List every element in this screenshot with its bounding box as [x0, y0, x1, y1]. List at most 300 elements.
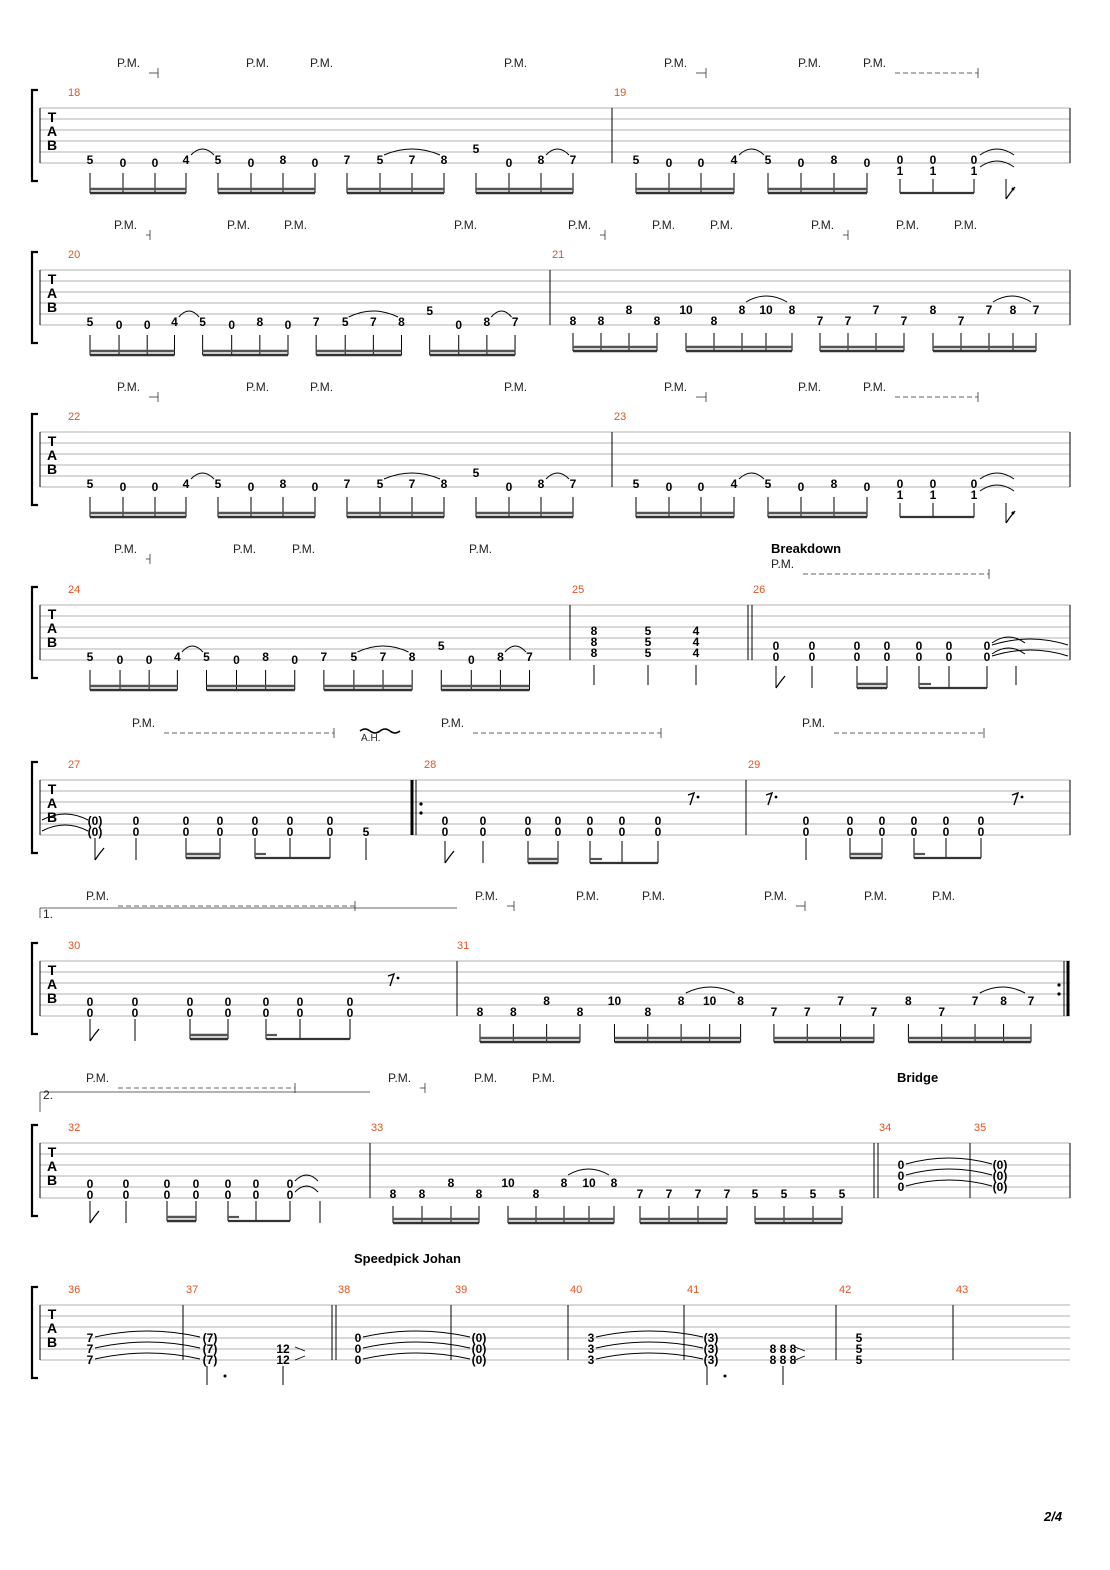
fret-number: 7 [1027, 994, 1035, 1008]
repeat-dot [419, 811, 422, 814]
fret-number: 0 [186, 995, 194, 1009]
fret-number: 1 [970, 488, 978, 502]
fret-number: 0 [86, 1188, 94, 1202]
measure-number: 23 [614, 411, 627, 423]
fret-number: 7 [1032, 303, 1040, 317]
fret-number: 0 [929, 477, 937, 491]
fret-number: 0 [182, 825, 190, 839]
fret-number: 10 [759, 303, 773, 317]
palm-mute-label: P.M. [568, 218, 592, 232]
fret-number: 0 [311, 480, 319, 494]
tie [95, 1331, 200, 1337]
tab-clef-letter: T [47, 781, 57, 797]
system-bracket [32, 943, 38, 1034]
palm-mute-label: P.M. [454, 218, 478, 232]
fret-number: 5 [855, 1331, 863, 1345]
fret-number: 7 [870, 1005, 878, 1019]
fret-number: 0 [182, 814, 190, 828]
fret-number: 8 [710, 314, 718, 328]
measure-number: 37 [186, 1284, 199, 1296]
fret-number: 0 [479, 814, 487, 828]
tie [568, 1169, 609, 1175]
fret-number: 0 [697, 480, 705, 494]
fret-number: 5 [199, 315, 206, 329]
fret-number: 0 [878, 814, 886, 828]
fret-number: 0 [132, 814, 140, 828]
fret-number: 0 [896, 153, 904, 167]
palm-mute-label: P.M. [864, 889, 888, 903]
palm-mute-label: P.M. [86, 889, 110, 903]
tab-clef-letter: A [46, 1158, 58, 1174]
fret-number: 5 [764, 153, 772, 167]
fret-number: 7 [694, 1187, 702, 1201]
fret-number: 0 [151, 480, 159, 494]
system-bracket [32, 252, 38, 343]
fret-number: 5 [809, 1187, 817, 1201]
tab-clef-letter: T [47, 1306, 57, 1322]
fret-number: 0 [808, 650, 816, 664]
fret-number: 7 [803, 1005, 811, 1019]
fret-number: 0 [286, 1177, 294, 1191]
note-flag [90, 1211, 99, 1223]
fret-number: 5 [472, 466, 480, 480]
fret-number: 8 [1009, 303, 1017, 317]
fret-number: 3 [587, 1353, 595, 1367]
fret-number: 5 [780, 1187, 788, 1201]
fret-number: 0 [311, 156, 319, 170]
fret-number: 8 [610, 1176, 618, 1190]
palm-mute-label: P.M. [896, 218, 920, 232]
fret-number: 0 [284, 318, 292, 332]
fret-number: (3) [703, 1342, 719, 1356]
fret-number: 0 [326, 814, 334, 828]
fret-number: 7 [957, 314, 965, 328]
fret-number: 0 [216, 814, 224, 828]
fret-number: 4 [730, 153, 738, 167]
fret-number: 0 [846, 814, 854, 828]
fret-number: 5 [644, 624, 652, 638]
fret-number: 0 [910, 814, 918, 828]
slide [795, 1356, 805, 1360]
fret-number: (7) [202, 1331, 218, 1345]
fret-number: 5 [376, 477, 384, 491]
fret-number: 0 [945, 650, 953, 664]
fret-number: 8 [279, 477, 287, 491]
fret-number: 7 [370, 315, 377, 329]
fret-number: 10 [501, 1176, 515, 1190]
fret-number: 5 [838, 1187, 846, 1201]
fret-number: 0 [346, 1006, 354, 1020]
palm-mute-label: P.M. [310, 56, 334, 70]
tie [363, 1331, 470, 1337]
palm-mute-label: P.M. [227, 218, 251, 232]
palm-mute-label: P.M. [504, 380, 528, 394]
palm-mute-label: P.M. [474, 1071, 498, 1085]
fret-number: 0 [697, 156, 705, 170]
fret-number: 8 [537, 477, 545, 491]
palm-mute-label: P.M. [117, 380, 141, 394]
tab-clef-letter: A [46, 976, 58, 992]
measure-number: 24 [68, 584, 81, 596]
fret-number: 7 [837, 994, 844, 1008]
fret-number: 5 [86, 477, 94, 491]
tie [980, 485, 1014, 491]
fret-number: 5 [751, 1187, 759, 1201]
fret-number: 1 [929, 164, 937, 178]
fret-number: 3 [587, 1331, 595, 1345]
fret-number: 7 [408, 477, 416, 491]
fret-number: 0 [233, 653, 240, 667]
fret-number: 0 [853, 639, 861, 653]
eighth-rest [766, 793, 772, 805]
fret-number: 8 [398, 315, 405, 329]
page-number: 2/4 [1044, 1509, 1063, 1524]
fret-number: 0 [131, 1006, 139, 1020]
tie [596, 1342, 703, 1348]
fret-number: 8 [440, 153, 448, 167]
fret-number: 8 [597, 314, 605, 328]
measure-number: 30 [68, 940, 81, 952]
fret-number: 0 [247, 156, 255, 170]
palm-mute-label: P.M. [710, 218, 734, 232]
fret-number: 0 [132, 825, 140, 839]
fret-number: 0 [586, 825, 594, 839]
fret-number: 7 [665, 1187, 673, 1201]
fret-number: 1 [896, 488, 904, 502]
fret-number: 8 [788, 303, 796, 317]
tie [992, 650, 1068, 656]
system-bracket [32, 762, 38, 853]
fret-number: 0 [654, 825, 662, 839]
fret-number: 7 [320, 650, 328, 664]
fret-number: 0 [86, 1177, 94, 1191]
fret-number: 0 [915, 650, 923, 664]
tie [686, 987, 735, 993]
palm-mute-label: P.M. [114, 542, 138, 556]
measure-number: 33 [371, 1122, 384, 1134]
fret-number: 0 [654, 814, 662, 828]
fret-number: 0 [897, 1169, 905, 1183]
fret-number: 4 [174, 650, 181, 664]
measure-number: 32 [68, 1122, 81, 1134]
fret-number: 7 [569, 153, 577, 167]
measure-number: 29 [748, 759, 761, 771]
fret-number: 7 [343, 477, 351, 491]
fret-number: 0 [970, 477, 978, 491]
fret-number: 5 [362, 825, 370, 839]
fret-number: 0 [143, 318, 151, 332]
slide [295, 1356, 305, 1360]
system-bracket [32, 414, 38, 505]
fret-number: 0 [772, 650, 780, 664]
fret-number: 0 [354, 1331, 362, 1345]
fret-number: 0 [915, 639, 923, 653]
fret-number: 0 [441, 814, 449, 828]
fret-number: 0 [163, 1188, 171, 1202]
fret-number: (7) [202, 1342, 218, 1356]
tab-clef-letter: B [46, 299, 58, 315]
artificial-harmonic-label: A.H. [361, 733, 381, 744]
fret-number: (0) [87, 814, 103, 828]
fret-number: 0 [224, 1006, 232, 1020]
fret-number: 0 [247, 480, 255, 494]
palm-mute-label: P.M. [771, 557, 795, 571]
palm-mute-label: P.M. [532, 1071, 556, 1085]
fret-number: 7 [900, 314, 908, 328]
fret-number: 0 [586, 814, 594, 828]
palm-mute-label: P.M. [664, 56, 688, 70]
fret-number: 8 [677, 994, 685, 1008]
fret-number: 7 [379, 650, 387, 664]
rest-dot [1021, 796, 1024, 799]
tie [992, 639, 1068, 645]
volta-label-2: 2. [43, 1088, 54, 1102]
fret-number: 0 [216, 825, 224, 839]
tie [746, 296, 787, 302]
fret-number: 10 [607, 994, 622, 1008]
fret-number: 5 [214, 477, 222, 491]
tie [993, 296, 1031, 302]
fret-number: 0 [878, 825, 886, 839]
fret-number: 8 [560, 1176, 568, 1190]
fret-number: 5 [86, 315, 94, 329]
fret-number: 10 [702, 994, 717, 1008]
palm-mute-label: P.M. [233, 542, 257, 556]
measure-number: 28 [424, 759, 437, 771]
fret-number: 4 [171, 315, 178, 329]
fret-number: 0 [151, 156, 159, 170]
fret-number: 0 [119, 156, 127, 170]
fret-number: (0) [87, 825, 103, 839]
fret-number: 0 [296, 1006, 304, 1020]
fret-number: 5 [437, 639, 445, 653]
palm-mute-label: P.M. [642, 889, 666, 903]
palm-mute-label: P.M. [863, 380, 887, 394]
fret-number: 5 [644, 646, 652, 660]
fret-number: 8 [256, 315, 264, 329]
tie [95, 1342, 200, 1348]
rest-dot [397, 977, 400, 980]
fret-number: 8 [929, 303, 937, 317]
tie [906, 1169, 992, 1175]
fret-number: 0 [116, 653, 124, 667]
fret-number: 0 [983, 650, 991, 664]
fret-number: 8 [590, 635, 598, 649]
fret-number: 8 [543, 994, 550, 1008]
fret-number: 0 [846, 825, 854, 839]
fret-number: 0 [326, 825, 334, 839]
palm-mute-label: P.M. [798, 380, 822, 394]
fret-number: (0) [992, 1158, 1008, 1172]
tie [596, 1331, 703, 1337]
fret-number: 7 [511, 315, 519, 329]
fret-number: (0) [471, 1353, 487, 1367]
tab-clef-letter: B [46, 1172, 58, 1188]
tab-clef-letter: T [47, 271, 57, 287]
palm-mute-label: P.M. [310, 380, 334, 394]
fret-number: 5 [644, 635, 652, 649]
measure-number: 20 [68, 249, 81, 261]
palm-mute-label: P.M. [441, 716, 465, 730]
fret-number: 0 [797, 480, 805, 494]
fret-number: 0 [863, 156, 871, 170]
fret-number: 0 [122, 1177, 130, 1191]
volta-label-1: 1. [43, 907, 54, 921]
fret-number: 0 [883, 650, 891, 664]
fret-number: 1 [896, 164, 904, 178]
fret-number: 0 [618, 825, 626, 839]
fret-number: 0 [251, 814, 259, 828]
fret-number: 5 [86, 650, 94, 664]
fret-number: 8 [1000, 994, 1007, 1008]
fret-number: 7 [408, 153, 416, 167]
measure-number: 43 [956, 1284, 969, 1296]
fret-number: 0 [119, 480, 127, 494]
palm-mute-label: P.M. [764, 889, 788, 903]
palm-mute-label: P.M. [469, 542, 493, 556]
fret-number: 5 [203, 650, 210, 664]
fret-number: 7 [526, 650, 533, 664]
tab-clef-letter: A [46, 123, 58, 139]
tie [596, 1353, 703, 1359]
measure-number: 27 [68, 759, 81, 771]
palm-mute-label: P.M. [132, 716, 156, 730]
measure-number: 26 [753, 584, 766, 596]
fret-number: 0 [224, 1177, 232, 1191]
fret-number: 0 [262, 1006, 270, 1020]
fret-number: 5 [855, 1353, 863, 1367]
measure-number: 36 [68, 1284, 81, 1296]
fret-number: 0 [554, 814, 562, 828]
fret-number: 5 [341, 315, 349, 329]
fret-number: 0 [145, 653, 153, 667]
palm-mute-label: P.M. [863, 56, 887, 70]
fret-number: 0 [286, 814, 294, 828]
fret-number: 0 [524, 825, 532, 839]
tab-clef-letter: B [46, 461, 58, 477]
fret-number: 1 [970, 164, 978, 178]
fret-number: 0 [802, 825, 810, 839]
note-flag [90, 1029, 99, 1041]
palm-mute-label: P.M. [811, 218, 835, 232]
fret-number: 8 [532, 1187, 540, 1201]
system-bracket [32, 90, 38, 181]
eighth-rest [688, 793, 694, 805]
fret-number: 0 [929, 153, 937, 167]
fret-number: 0 [942, 825, 950, 839]
fret-number: 0 [942, 814, 950, 828]
fret-number: 0 [251, 825, 259, 839]
fret-number: 7 [86, 1331, 94, 1345]
fret-number: 0 [354, 1353, 362, 1367]
fret-number: 8 [408, 650, 416, 664]
fret-number: 7 [971, 994, 979, 1008]
tab-clef-letter: A [46, 447, 58, 463]
tab-clef-letter: B [46, 137, 58, 153]
tab-clef-letter: B [46, 634, 58, 650]
fret-number: 4 [692, 635, 700, 649]
palm-mute-label: P.M. [246, 56, 270, 70]
repeat-dot [419, 802, 422, 805]
tab-clef-letter: T [47, 1144, 57, 1160]
fret-number: 8 8 8 [769, 1342, 797, 1356]
palm-mute-label: P.M. [664, 380, 688, 394]
fret-number: 0 [441, 825, 449, 839]
fret-number: 7 [816, 314, 824, 328]
fret-number: 0 [853, 650, 861, 664]
fret-number: 8 [279, 153, 287, 167]
fret-number: 0 [896, 477, 904, 491]
fret-number: 8 [537, 153, 545, 167]
note-flag [445, 851, 454, 863]
tab-clef-letter: B [46, 1334, 58, 1350]
fret-number: 0 [797, 156, 805, 170]
measure-number: 42 [839, 1284, 852, 1296]
fret-number: 7 [985, 303, 993, 317]
tab-clef-letter: A [46, 1320, 58, 1336]
measure-number: 22 [68, 411, 81, 423]
system-bracket [32, 1287, 38, 1378]
tab-clef-letter: B [46, 809, 58, 825]
note-dot [1012, 512, 1015, 515]
fret-number: 0 [291, 653, 299, 667]
tie [906, 1158, 992, 1164]
fret-number: 0 [286, 1188, 294, 1202]
fret-number: 0 [863, 480, 871, 494]
tab-clef-letter: T [47, 433, 57, 449]
tab-clef-letter: T [47, 606, 57, 622]
palm-mute-label: P.M. [292, 542, 316, 556]
fret-number: (0) [471, 1342, 487, 1356]
fret-number: 1 [929, 488, 937, 502]
palm-mute-label: P.M. [954, 218, 978, 232]
fret-number: 7 [872, 303, 880, 317]
fret-number: 3 [587, 1342, 595, 1356]
fret-number: 0 [224, 1188, 232, 1202]
fret-number: 0 [86, 1006, 94, 1020]
repeat-dot [1057, 983, 1060, 986]
note-dot [224, 1375, 227, 1378]
fret-number: 0 [115, 318, 123, 332]
fret-number: 5 [86, 153, 94, 167]
palm-mute-label: P.M. [475, 889, 499, 903]
palm-mute-label: P.M. [117, 56, 141, 70]
fret-number: 0 [286, 825, 294, 839]
fret-number: 8 [483, 315, 491, 329]
tie [363, 1353, 470, 1359]
tab-clef-letter: B [46, 990, 58, 1006]
fret-number: 8 [509, 1005, 517, 1019]
tab-clef-letter: A [46, 620, 58, 636]
fret-number: (0) [471, 1331, 487, 1345]
fret-number: 0 [192, 1188, 200, 1202]
tie [906, 1180, 992, 1186]
fret-number: 12 [276, 1342, 290, 1356]
palm-mute-label: P.M. [86, 1071, 110, 1085]
eighth-rest [388, 974, 394, 986]
fret-number: 0 [192, 1177, 200, 1191]
measure-number: 25 [572, 584, 585, 596]
measure-number: 31 [457, 940, 470, 952]
fret-number: 0 [467, 653, 475, 667]
tab-clef-letter: T [47, 109, 57, 125]
system-bracket [32, 1125, 38, 1216]
system-bracket [32, 587, 38, 678]
fret-number: 8 8 8 [769, 1353, 797, 1367]
fret-number: 8 [590, 646, 598, 660]
fret-number: 0 [131, 995, 139, 1009]
palm-mute-label: P.M. [932, 889, 956, 903]
